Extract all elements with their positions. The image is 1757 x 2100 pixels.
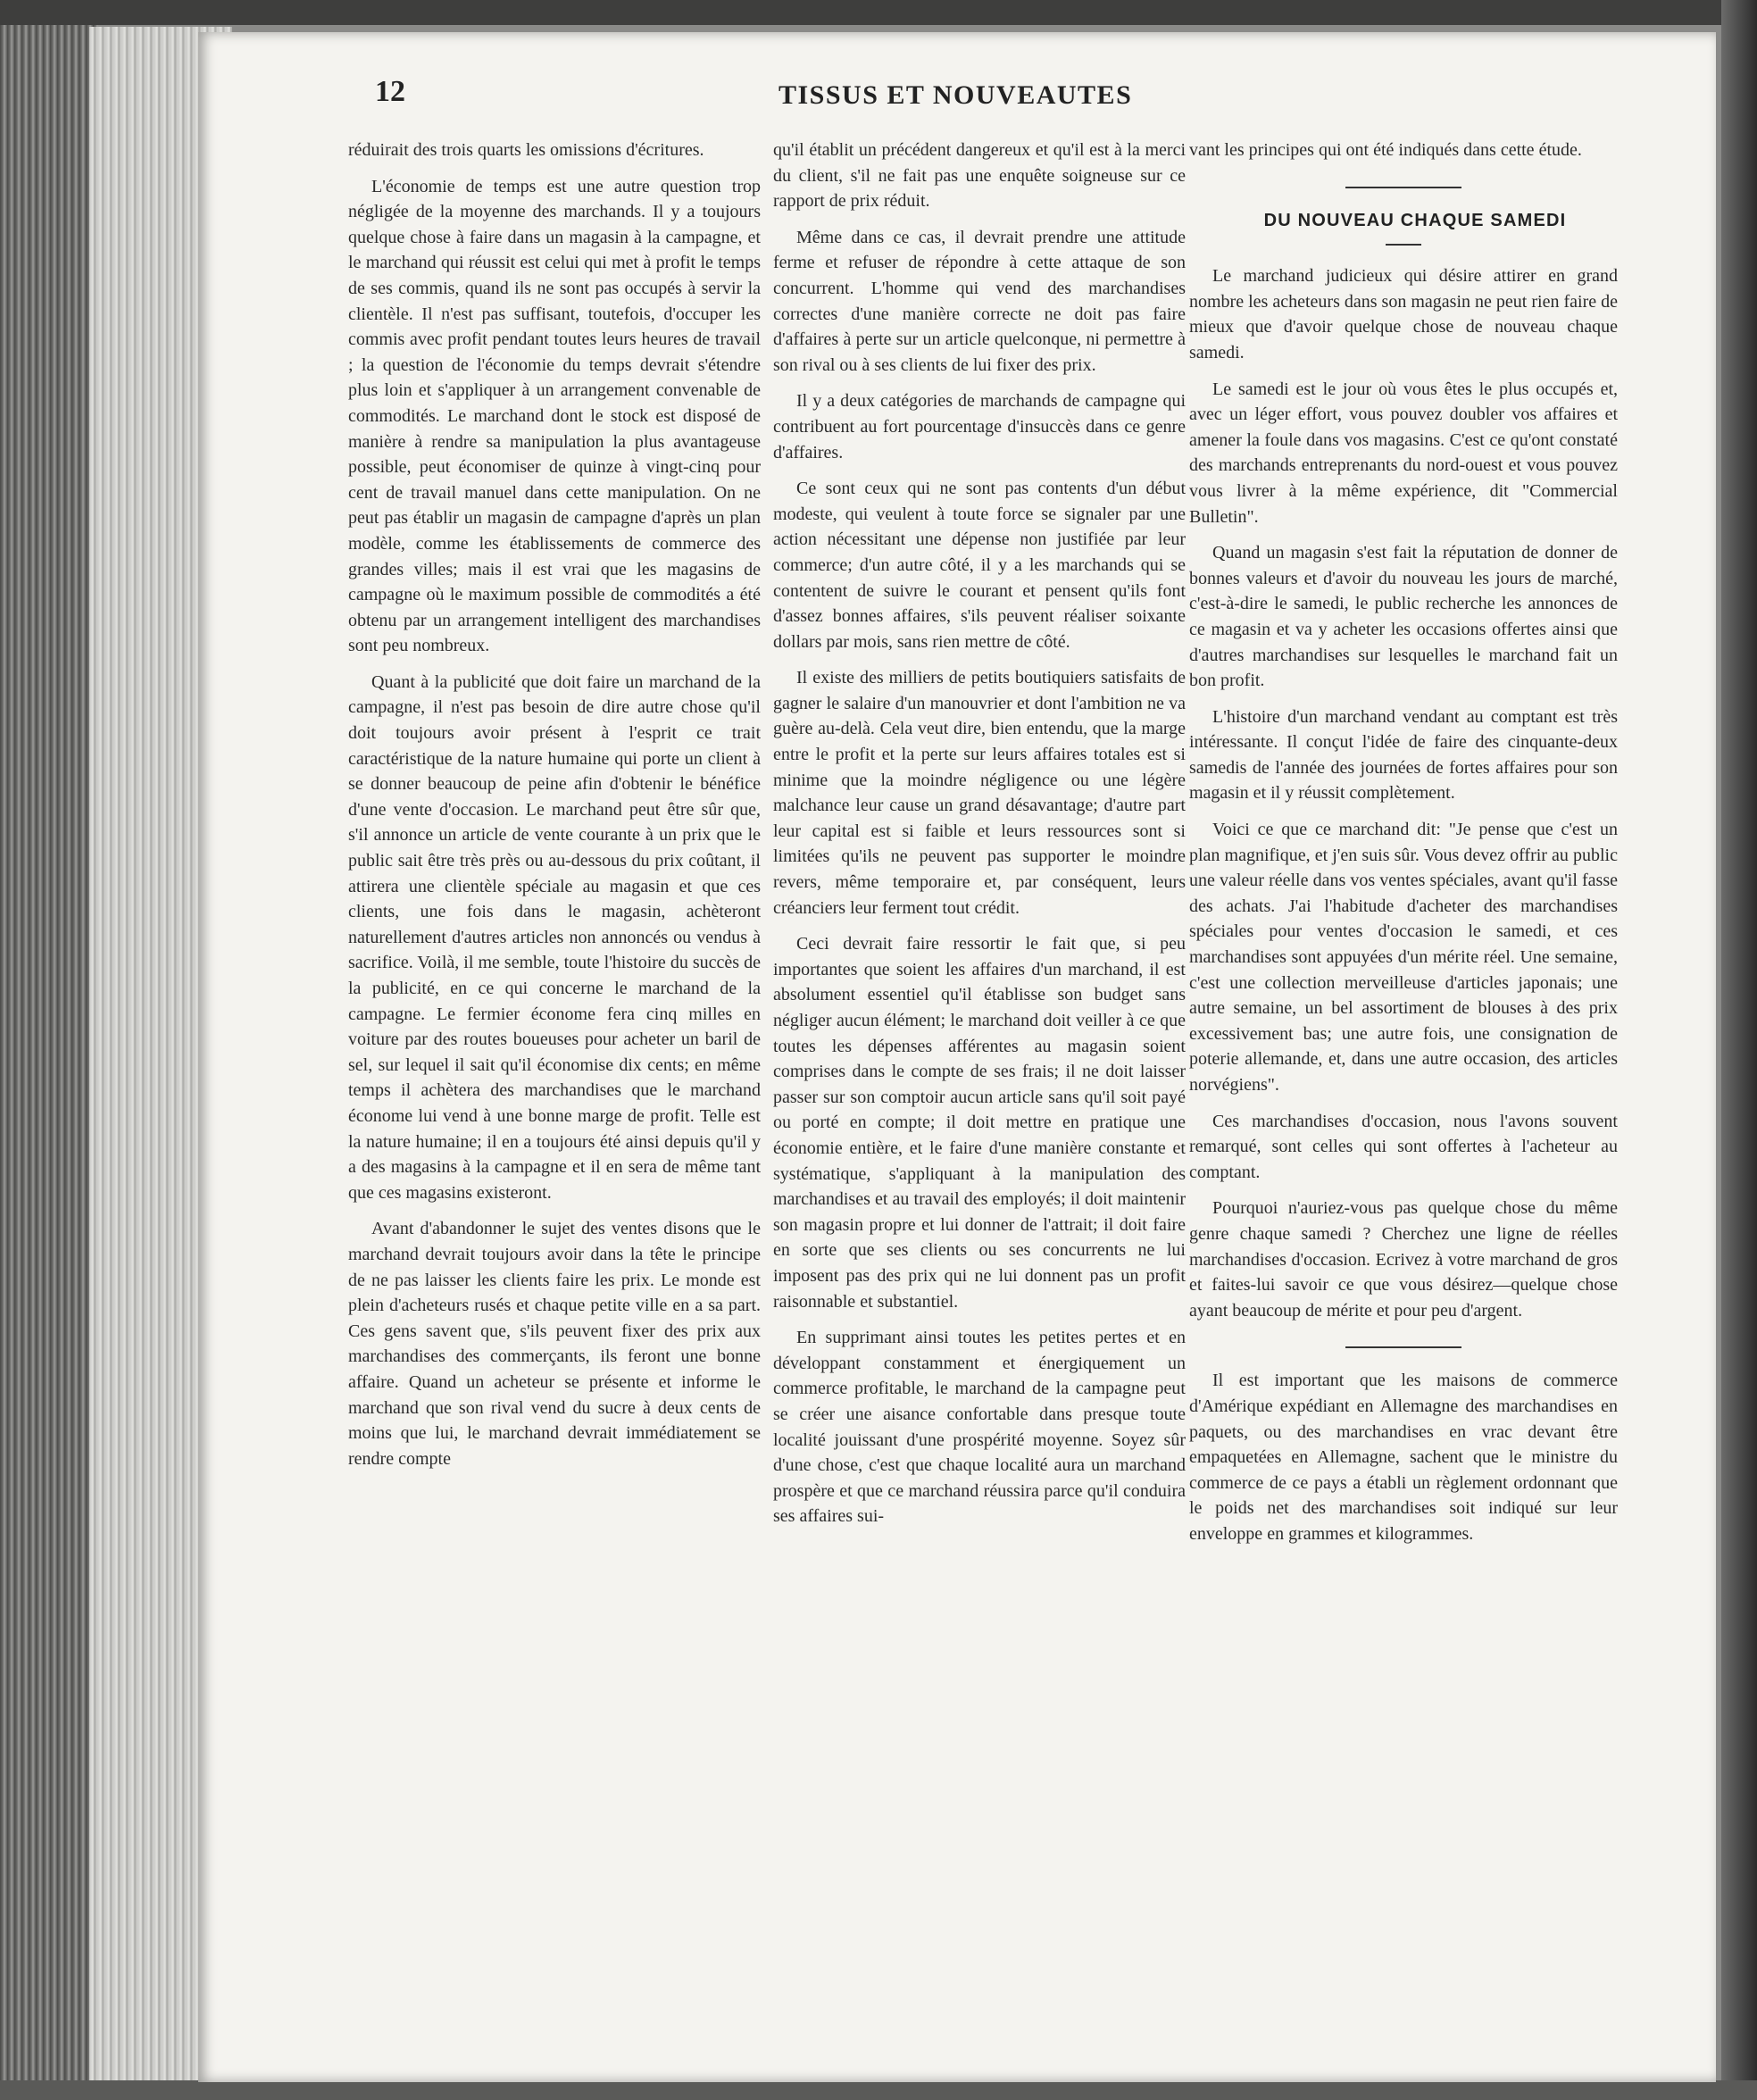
paragraph: Ces marchandises d'occasion, nous l'avons souvent remarqué, sont celles qui sont offertes à l'acheteur au comptant. [1189,1111,1618,1182]
heading-underline [1386,244,1421,246]
paragraph: Ceci devrait faire ressortir le fait que, si peu importantes que soient les affaires d'un marchand, il est absolument essentiel qu'il établisse son budget sans négliger aucun élément; le marchand doit veiller à ce que toutes les dépenses afférentes au magasin soient comprises dans le compte de ses frais; il ne doit laisser passer sur son comptoir aucun article sans qu'il soit payé ou porté en compte; il doit mettre en pratique une économie entière, et le faire d'une manière constante et systématique, s'appliquant à la manipulation des marchandises et au travail des employés; il doit maintenir son magasin propre et lui donner de l'attrait; il doit faire en sorte que ses clients ou ses concurrents ne lui imposent pas des prix qui ne lui donnent pas un profit raisonnable et substantiel. [773,934,1186,1312]
journal-page [198,32,1716,2082]
paragraph: Voici ce que ce marchand dit: "Je pense que c'est un plan magnifique, et j'en suis sûr. Vous devez offrir au public une valeur réelle dans vos ventes spéciales, avant qu'il fasse des achats. J'ai l'habitude d'acheter des marchandises spéciales pour ventes d'occasion le samedi, et ces marchandises sont appuyées d'un mérite réel. Une semaine, c'est une collection merveilleuse d'articles japonais; une autre semaine, un bel assortiment de blouses à des prix excessivement bas; une autre fois, une consignation de poterie allemande, et, dans une autre occasion, des articles norvégiens". [1189,820,1618,1095]
paragraph: qu'il établit un précédent dangereux et qu'il est à la merci du client, s'il ne fait pas une enquête soigneuse sur ce rapport de prix réduit. [773,140,1186,212]
article-columns [341,138,1689,1995]
scan-top-edge [0,0,1757,25]
scan-right-edge [1721,0,1757,2100]
scan-bottom-edge [0,2080,1757,2100]
journal-title: TISSUS ET NOUVEAUTES [779,80,1133,110]
paragraph: L'économie de temps est une autre question trop négligée de la moyenne des marchands. Il y a toujours quelque chose à faire dans un magasin à la campagne, et le marchand qui réussit est celui qui met à profit le temps de ses commis, quand ils ne sont pas occupés à servir la clientèle. Il n'est pas suffisant, toutefois, d'occuper les commis avec profit pendant toutes leurs heures de travail ; la question de l'économie du temps devrait s'étendre plus loin et s'appliquer à un arrangement convenable de commodités. Le marchand dont le stock est disposé de manière à rendre sa manipulation la plus avantageuse possible, peut économiser de quinze à vingt-cinq pour cent de travail manuel dans cette manipulation. On ne peut pas établir un magasin de campagne d'après un plan modèle, comme les établissements de commerce des grandes villes; mais il est vrai que les magasins de campagne où le maximum possible de commodités a été obtenu par un arrangement intelligent des marchandises sont peu nombreux. [348,176,761,656]
paragraph: Ce sont ceux qui ne sont pas contents d'un début modeste, qui veulent à toute force se signaler par une action nécessitant une dépense non justifiée par leur commerce; d'un autre côté, il y a les marchands qui se contentent de suivre le courant et pensent qu'ils font d'assez bonnes affaires, s'ils peuvent réaliser soixante dollars par mois, sans rien mettre de côté. [773,479,1186,652]
section-divider [1345,187,1461,188]
column-2 [773,138,1186,1540]
paragraph: Il y a deux catégories de marchands de campagne qui contribuent au fort pourcentage d'insuccès dans ce genre d'affaires. [773,391,1186,462]
paragraph: réduirait des trois quarts les omissions d'écritures. [348,140,704,160]
paragraph: En supprimant ainsi toutes les petites pertes et en développant constamment et énergiquement un commerce profitable, le marchand de la campagne peut se créer une aisance confortable dans presque toute localité jouissant d'une prospérité moyenne. Soyez sûr d'une chose, c'est que chaque localité aura un marchand prospère et que ce marchand réussira parce qu'il conduira ses affaires sui- [773,1328,1186,1527]
paragraph: Pourquoi n'auriez-vous pas quelque chose du même genre chaque samedi ? Cherchez une ligne de réelles marchandises d'occasion. Ecrivez à votre marchand de gros et faites-lui savoir ce que vous désirez—quelque chose ayant beaucoup de mérite et pour peu d'argent. [1189,1198,1618,1321]
paragraph: Même dans ce cas, il devrait prendre une attitude ferme et refuser de répondre à cette attaque de son concurrent. L'homme qui vend des marchandises correctes d'une manière correcte ne doit pas faire d'affaires à perte sur un article quelconque, ni permettre à son rival ou à ses clients de lui fixer des prix. [773,227,1186,375]
column-3 [1189,138,1618,1558]
page-number: 12 [375,75,405,108]
paragraph: Le marchand judicieux qui désire attirer en grand nombre les acheteurs dans son magasin ne peut rien faire de mieux que d'avoir quelque chose de nouveau chaque samedi. [1189,266,1618,362]
paragraph: Quant à la publicité que doit faire un marchand de la campagne, il n'est pas besoin de dire autre chose qu'il doit toujours avoir présent à l'esprit ce trait caractéristique de la nature humaine qui porte un client à se donner beaucoup de peine afin d'obtenir le bénéfice d'une vente d'occasion. Le marchand peut être sûr que, s'il annonce un article de vente courante à un prix que le public sait être très près ou au-dessous du prix coûtant, il attirera une clientèle spéciale au magasin et que ces clients, une fois dans le magasin, achèteront naturellement d'autres articles non annoncés ou vendus à sacrifice. Voilà, il me semble, toute l'histoire du succès de la publicité, en ce qui concerne le marchand de la campagne. Le fermier économe fera cinq milles en voiture par des routes boueuses pour acheter un baril de sel, sur lequel il sait qu'il économise dix cents; en même temps il achètera des marchandises que le marchand économe lui vend à une bonne marge de profit. Telle est la nature humaine; il en a toujours été ainsi depuis qu'il y a des magasins à la campagne et il en sera de même tant que ces magasins existeront. [348,671,761,1203]
paragraph: L'histoire d'un marchand vendant au comptant est très intéressante. Il conçut l'idée de faire des cinquante-deux samedis de l'année des journées de fortes affaires pour son magasin et il y réussit complètement. [1189,706,1618,804]
paragraph: Le samedi est le jour où vous êtes le plus occupés et, avec un léger effort, vous pouvez doubler vos affaires et amener la foule dans vos magasins. C'est ce qu'ont constaté des marchands entreprenants du nord-ouest et vous pouvez vous livrer à la même expérience, dit "Commercial Bulletin". [1189,379,1618,527]
column-1 [348,138,761,1482]
page-header [198,75,1716,129]
section-heading: DU NOUVEAU CHAQUE SAMEDI [1263,210,1567,230]
paragraph: Il existe des milliers de petits boutiquiers satisfaits de gagner le salaire d'un manouvrier et dont l'ambition ne va guère au-delà. Cela veut dire, bien entendu, que la marge entre le profit et la perte sur leurs affaires totales est si minime que la moindre négligence ou une légère malchance leur cause un grand désavantage; d'autre part leur capital est si faible et leurs ressources sont si limitées qu'ils ne peuvent pas supporter le moindre revers, même temporaire et, par conséquent, leurs créanciers leur ferment tout crédit. [773,668,1186,918]
book-binding [0,25,98,2100]
section-divider [1345,1346,1461,1348]
paragraph: vant les principes qui ont été indiqués dans cette étude. [1189,140,1582,160]
paragraph: Avant d'abandonner le sujet des ventes disons que le marchand devrait toujours avoir dans la tête le principe de ne pas laisser les clients faire les prix. Le monde est plein d'acheteurs rusés et chaque petite ville en a sa part. Ces gens savent que, s'ils peuvent fixer des prix aux marchandises des commerçants, ils feront une bonne affaire. Quand un acheteur se présente et informe le marchand que son rival vend du sucre à deux cents de moins que lui, le marchand devrait immédiatement se rendre compte [348,1219,761,1469]
paragraph: Quand un magasin s'est fait la réputation de donner de bonnes valeurs et d'avoir du nouveau les jours de marché, c'est-à-dire le samedi, le public recherche les annonces de ce magasin et va y acheter les occasions offertes ainsi que d'autres marchandises sur lesquelles le marchand fait un bon profit. [1189,543,1618,691]
paragraph: Il est important que les maisons de commerce d'Amérique expédiant en Allemagne des marchandises en paquets, ou des marchandises en vrac devant être empaquetées en Allemagne, sachent que le ministre du commerce de ce pays a établi un règlement ordonnant que le poids net des marchandises soit indiqué sur leur enveloppe en grammes et kilogrammes. [1189,1371,1618,1544]
